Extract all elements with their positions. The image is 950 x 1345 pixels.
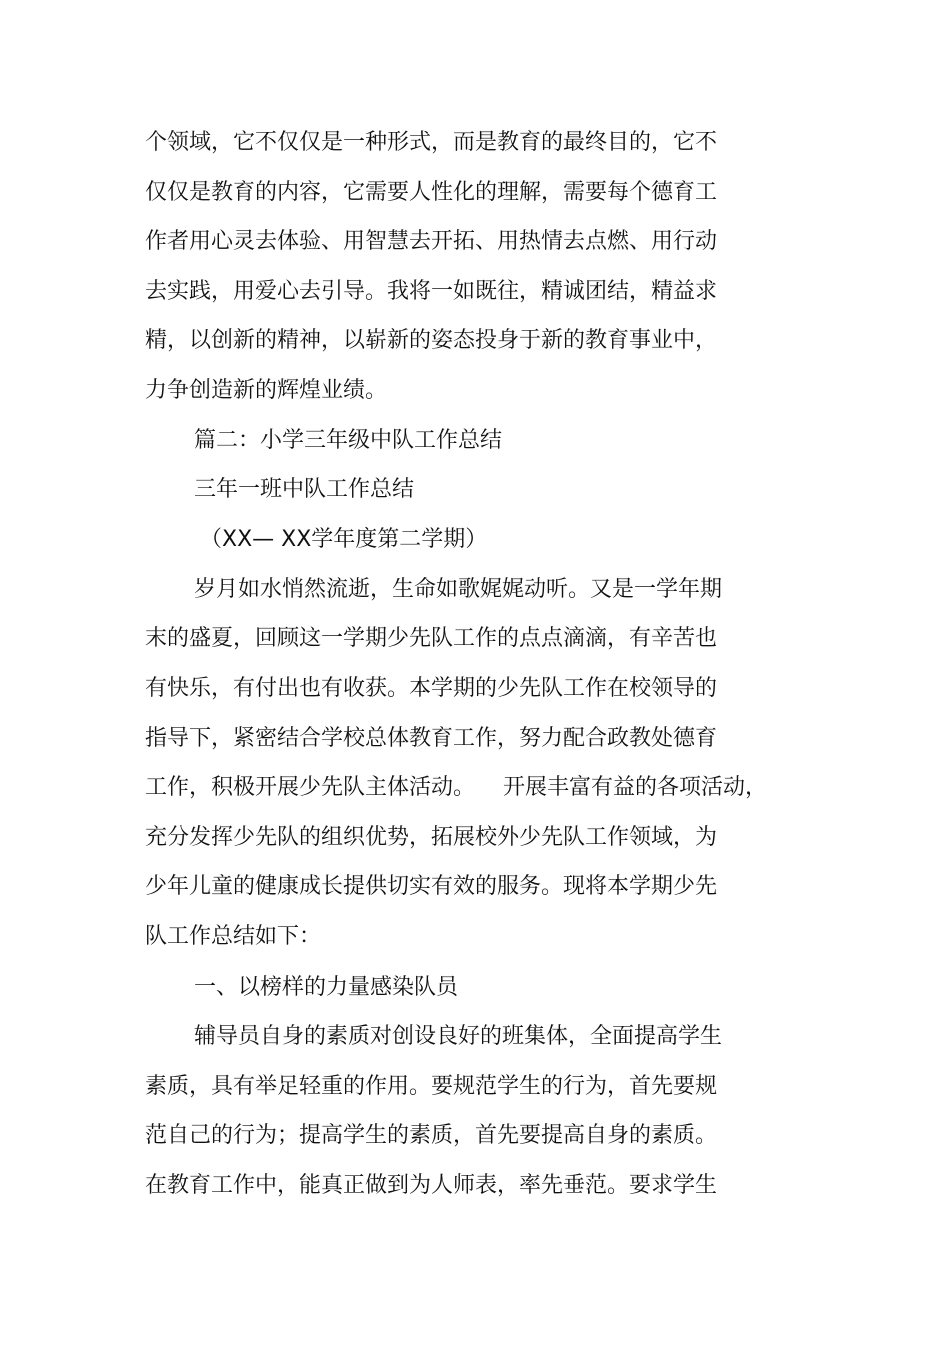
text-line: 在教育工作中，能真正做到为人师表，率先垂范。要求学生 — [145, 1173, 718, 1198]
text-line: 作者用心灵去体验、用智慧去开拓、用热情去点燃、用行动 — [145, 229, 718, 254]
text-line: 有快乐，有付出也有收获。本学期的少先队工作在校领导的 — [145, 676, 718, 701]
section-heading: 篇二：小学三年级中队工作总结 — [194, 428, 503, 453]
section-heading: 一、以榜样的力量感染队员 — [194, 975, 459, 1000]
text-line: 仅仅是教育的内容，它需要人性化的理解，需要每个德育工 — [145, 180, 718, 205]
text-line: 指导下，紧密结合学校总体教育工作，努力配合政教处德育 — [145, 726, 718, 751]
section-title: 三年一班中队工作总结 — [194, 477, 415, 502]
text-line: 辅导员自身的素质对创设良好的班集体，全面提高学生 — [194, 1024, 723, 1049]
text-line: 精，以创新的精神，以崭新的姿态投身于新的教育事业中， — [145, 328, 718, 353]
text-line: 去实践，用爱心去引导。我将一如既往，精诚团结，精益求 — [145, 279, 718, 304]
text-line: 工作，积极开展少先队主体活动。 开展丰富有益的各项活动， — [145, 775, 767, 800]
text-line: 队工作总结如下： — [145, 924, 322, 949]
text-line: 岁月如水悄然流逝，生命如歌娓娓动听。又是一学年期 — [194, 577, 723, 602]
text-line: 末的盛夏，回顾这一学期少先队工作的点点滴滴，有辛苦也 — [145, 626, 718, 651]
text-line: 力争创造新的辉煌业绩。 — [145, 378, 388, 403]
text-line: 充分发挥少先队的组织优势，拓展校外少先队工作领域，为 — [145, 825, 718, 850]
section-subtitle: （XX— XX学年度第二学期） — [200, 527, 488, 552]
text-line: 少年儿童的健康成长提供切实有效的服务。现将本学期少先 — [145, 874, 718, 899]
text-line: 范自己的行为；提高学生的素质，首先要提高自身的素质。 — [145, 1123, 718, 1148]
text-line: 素质，具有举足轻重的作用。要规范学生的行为，首先要规 — [145, 1074, 718, 1099]
text-line: 个领域，它不仅仅是一种形式，而是教育的最终目的，它不 — [145, 130, 718, 155]
